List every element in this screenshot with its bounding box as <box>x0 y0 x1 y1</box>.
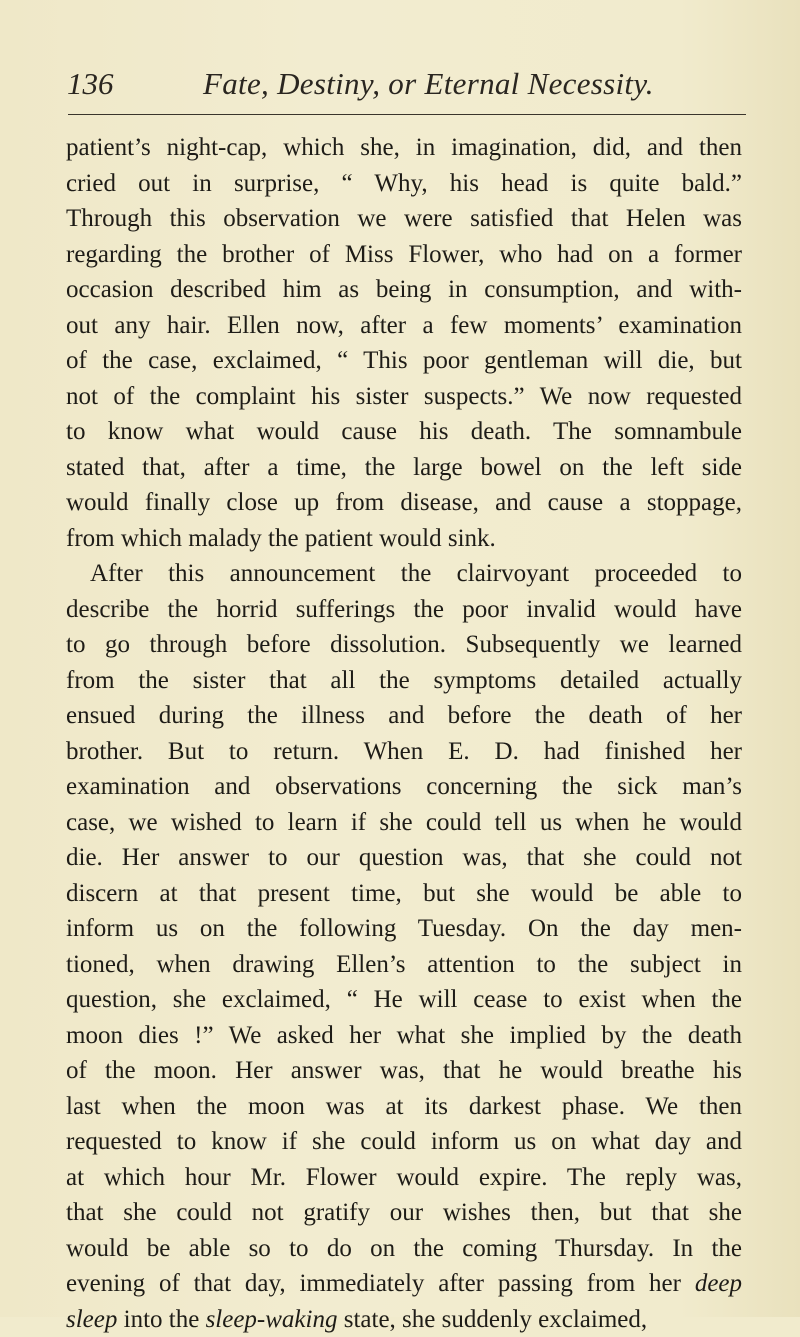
text-segment: state, she suddenly exclaimed, <box>337 1306 647 1333</box>
text-line: last when the moon was at its darkest phase. We then <box>66 1089 742 1125</box>
final-line <box>66 1302 742 1337</box>
text-line: out any hair. Ellen now, after a few moments’ examination <box>66 308 742 344</box>
text-line: ensued during the illness and before the death of her <box>66 698 742 734</box>
text-line: die. Her answer to our question was, that she could not <box>66 840 742 876</box>
text-line: requested to know if she could inform us on what day and <box>66 1124 742 1160</box>
text-line: examination and observations concerning the sick man’s <box>66 769 742 805</box>
paragraph-end-line: from which malady the patient would sink. <box>66 521 742 557</box>
italic-word: sleep <box>66 1306 117 1333</box>
text-line: to go through before dissolution. Subsequently we learned <box>66 627 742 663</box>
text-line: describe the horrid sufferings the poor invalid would have <box>66 592 742 628</box>
text-line: to know what would cause his death. The somnambule <box>66 414 742 450</box>
header-rule <box>68 114 746 115</box>
paragraph-start-line: After this announcement the clairvoyant proceeded to <box>66 556 742 592</box>
text-line: would finally close up from disease, and cause a stoppage, <box>66 485 742 521</box>
text-line: of the case, exclaimed, “ This poor gentleman will die, but <box>66 343 742 379</box>
text-line: cried out in surprise, “ Why, his head is quite bald.” <box>66 166 742 202</box>
text-line: from the sister that all the symptoms detailed actually <box>66 663 742 699</box>
text-line: question, she exclaimed, “ He will cease to exist when the <box>66 982 742 1018</box>
text-line: not of the complaint his sister suspects.” We now requested <box>66 379 742 415</box>
text-line: stated that, after a time, the large bowel on the left side <box>66 450 742 486</box>
text-line: patient’s night-cap, which she, in imagination, did, and then <box>66 130 742 166</box>
text-line: would be able so to do on the coming Thursday. In the <box>66 1231 742 1267</box>
text-line: discern at that present time, but she would be able to <box>66 876 742 912</box>
page-number: 136 <box>67 64 114 104</box>
text-line: that she could not gratify our wishes then, but that she <box>66 1195 742 1231</box>
body-text <box>66 130 742 1337</box>
text-segment: evening of that day, immediately after passing from her <box>66 1270 681 1297</box>
text-line: Through this observation we were satisfied that Helen was <box>66 201 742 237</box>
text-line: inform us on the following Tuesday. On the day men- <box>66 911 742 947</box>
running-title: Fate, Destiny, or Eternal Necessity. <box>203 64 654 104</box>
text-line: regarding the brother of Miss Flower, who had on a former <box>66 237 742 273</box>
text-line: moon dies !” We asked her what she implied by the death <box>66 1018 742 1054</box>
text-line: brother. But to return. When E. D. had finished her <box>66 734 742 770</box>
running-header <box>67 64 747 104</box>
italic-word: deep <box>695 1270 742 1297</box>
italic-word: sleep-waking <box>206 1306 338 1333</box>
text-segment: into the <box>117 1306 205 1333</box>
text-line: occasion described him as being in consumption, and with- <box>66 272 742 308</box>
text-line-with-italic <box>66 1266 742 1302</box>
text-line: at which hour Mr. Flower would expire. The reply was, <box>66 1160 742 1196</box>
text-line: of the moon. Her answer was, that he would breathe his <box>66 1053 742 1089</box>
text-line: case, we wished to learn if she could tell us when he would <box>66 805 742 841</box>
text-line: tioned, when drawing Ellen’s attention to the subject in <box>66 947 742 983</box>
